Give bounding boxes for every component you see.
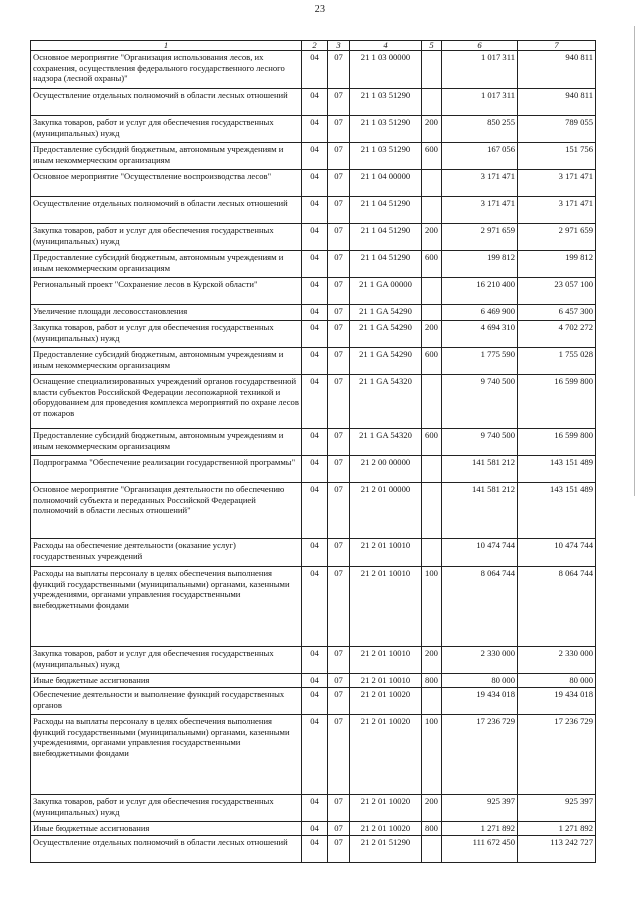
row-sum-year-2-cell: 8 064 744 <box>518 567 596 647</box>
row-name-cell: Закупка товаров, работ и услуг для обеспечения государственных (муниципальных) нужд <box>31 647 302 674</box>
table-body <box>31 51 596 863</box>
row-sum-year-2-cell: 143 151 489 <box>518 483 596 539</box>
row-sum-year-1-cell: 141 581 212 <box>442 483 518 539</box>
row-subsection-cell: 07 <box>328 348 350 375</box>
row-section-cell: 04 <box>302 197 328 224</box>
table-row <box>31 822 596 836</box>
row-section-cell: 04 <box>302 539 328 567</box>
row-section-cell: 04 <box>302 224 328 251</box>
row-target-article-cell: 21 1 03 51290 <box>350 143 422 170</box>
table-row <box>31 116 596 143</box>
row-subsection-cell: 07 <box>328 116 350 143</box>
table-row <box>31 836 596 863</box>
row-expense-type-cell: 200 <box>422 795 442 822</box>
row-subsection-cell: 07 <box>328 715 350 795</box>
row-target-article-cell: 21 1 04 00000 <box>350 170 422 197</box>
row-expense-type-cell <box>422 456 442 483</box>
row-name-cell: Закупка товаров, работ и услуг для обеспечения государственных (муниципальных) нужд <box>31 795 302 822</box>
row-subsection-cell: 07 <box>328 456 350 483</box>
table-row <box>31 688 596 715</box>
row-sum-year-1-cell: 16 210 400 <box>442 278 518 305</box>
row-expense-type-cell: 600 <box>422 429 442 456</box>
table-row <box>31 143 596 170</box>
row-sum-year-2-cell: 1 271 892 <box>518 822 596 836</box>
col-header-target-article: 4 <box>350 41 422 51</box>
row-expense-type-cell: 100 <box>422 567 442 647</box>
row-target-article-cell: 21 2 01 10020 <box>350 715 422 795</box>
scan-edge-line <box>634 26 638 496</box>
row-sum-year-1-cell: 9 740 500 <box>442 429 518 456</box>
row-sum-year-1-cell: 1 017 311 <box>442 51 518 89</box>
row-name-cell: Закупка товаров, работ и услуг для обеспечения государственных (муниципальных) нужд <box>31 321 302 348</box>
row-name-cell: Предоставление субсидий бюджетным, автономным учреждениям и иным некоммерческим организациям <box>31 348 302 375</box>
row-section-cell: 04 <box>302 429 328 456</box>
row-sum-year-1-cell: 8 064 744 <box>442 567 518 647</box>
row-name-cell: Расходы на выплаты персоналу в целях обеспечения выполнения функций государственными (муниципальными) органами, казенными учреждениями, органами управления государственными внебюджетными фондами <box>31 567 302 647</box>
row-target-article-cell: 21 1 03 51290 <box>350 116 422 143</box>
budget-table <box>30 40 596 863</box>
table-header-row <box>31 41 596 51</box>
row-sum-year-1-cell: 3 171 471 <box>442 197 518 224</box>
col-header-subsection: 3 <box>328 41 350 51</box>
table-row <box>31 456 596 483</box>
row-section-cell: 04 <box>302 305 328 321</box>
row-name-cell: Основное мероприятие "Организация деятельности по обеспечению полномочий субъекта и переданных Российской Федерацией полномочий в области лесных отношений" <box>31 483 302 539</box>
row-name-cell: Расходы на обеспечение деятельности (оказание услуг) государственных учреждений <box>31 539 302 567</box>
table-row <box>31 197 596 224</box>
row-name-cell: Предоставление субсидий бюджетным, автономным учреждениям и иным некоммерческим организациям <box>31 429 302 456</box>
row-sum-year-2-cell: 3 171 471 <box>518 170 596 197</box>
col-header-sum-year-1: 6 <box>442 41 518 51</box>
row-section-cell: 04 <box>302 456 328 483</box>
table-row <box>31 348 596 375</box>
row-expense-type-cell <box>422 483 442 539</box>
row-sum-year-1-cell: 17 236 729 <box>442 715 518 795</box>
row-subsection-cell: 07 <box>328 688 350 715</box>
row-expense-type-cell: 200 <box>422 224 442 251</box>
row-name-cell: Основное мероприятие "Осуществление воспроизводства лесов" <box>31 170 302 197</box>
table-row <box>31 224 596 251</box>
row-target-article-cell: 21 1 04 51290 <box>350 251 422 278</box>
row-sum-year-2-cell: 17 236 729 <box>518 715 596 795</box>
row-target-article-cell: 21 2 01 10010 <box>350 674 422 688</box>
row-section-cell: 04 <box>302 483 328 539</box>
row-sum-year-1-cell: 10 474 744 <box>442 539 518 567</box>
row-sum-year-1-cell: 6 469 900 <box>442 305 518 321</box>
table-row <box>31 375 596 429</box>
table-row <box>31 674 596 688</box>
row-section-cell: 04 <box>302 51 328 89</box>
row-sum-year-1-cell: 167 056 <box>442 143 518 170</box>
row-sum-year-2-cell: 151 756 <box>518 143 596 170</box>
row-name-cell: Иные бюджетные ассигнования <box>31 822 302 836</box>
row-name-cell: Основное мероприятие "Организация использования лесов, их сохранения, осуществления федерального государственного лесного надзора (лесной охраны)" <box>31 51 302 89</box>
row-sum-year-1-cell: 1 271 892 <box>442 822 518 836</box>
row-target-article-cell: 21 2 01 10010 <box>350 539 422 567</box>
row-sum-year-1-cell: 19 434 018 <box>442 688 518 715</box>
row-target-article-cell: 21 1 GA 54290 <box>350 321 422 348</box>
table-row <box>31 795 596 822</box>
row-sum-year-2-cell: 19 434 018 <box>518 688 596 715</box>
row-section-cell: 04 <box>302 278 328 305</box>
row-sum-year-2-cell: 80 000 <box>518 674 596 688</box>
table-row <box>31 647 596 674</box>
row-section-cell: 04 <box>302 567 328 647</box>
row-sum-year-1-cell: 111 672 450 <box>442 836 518 863</box>
row-section-cell: 04 <box>302 822 328 836</box>
row-name-cell: Подпрограмма "Обеспечение реализации государственной программы" <box>31 456 302 483</box>
row-subsection-cell: 07 <box>328 143 350 170</box>
row-name-cell: Региональный проект "Сохранение лесов в Курской области" <box>31 278 302 305</box>
row-sum-year-1-cell: 925 397 <box>442 795 518 822</box>
row-name-cell: Осуществление отдельных полномочий в области лесных отношений <box>31 836 302 863</box>
row-sum-year-1-cell: 2 330 000 <box>442 647 518 674</box>
table-row <box>31 251 596 278</box>
row-target-article-cell: 21 2 01 10010 <box>350 567 422 647</box>
row-target-article-cell: 21 1 04 51290 <box>350 197 422 224</box>
row-section-cell: 04 <box>302 116 328 143</box>
row-subsection-cell: 07 <box>328 197 350 224</box>
row-sum-year-2-cell: 16 599 800 <box>518 429 596 456</box>
row-sum-year-1-cell: 4 694 310 <box>442 321 518 348</box>
row-expense-type-cell <box>422 305 442 321</box>
row-name-cell: Обеспечение деятельности и выполнение функций государственных органов <box>31 688 302 715</box>
row-sum-year-1-cell: 3 171 471 <box>442 170 518 197</box>
row-subsection-cell: 07 <box>328 321 350 348</box>
row-target-article-cell: 21 2 01 10020 <box>350 688 422 715</box>
row-sum-year-1-cell: 9 740 500 <box>442 375 518 429</box>
table-row <box>31 483 596 539</box>
col-header-expense-type: 5 <box>422 41 442 51</box>
row-section-cell: 04 <box>302 348 328 375</box>
row-target-article-cell: 21 1 03 51290 <box>350 89 422 116</box>
table-row <box>31 51 596 89</box>
row-subsection-cell: 07 <box>328 375 350 429</box>
row-expense-type-cell: 600 <box>422 143 442 170</box>
row-subsection-cell: 07 <box>328 51 350 89</box>
row-name-cell: Предоставление субсидий бюджетным, автономным учреждениям и иным некоммерческим организациям <box>31 251 302 278</box>
row-expense-type-cell: 800 <box>422 674 442 688</box>
row-subsection-cell: 07 <box>328 647 350 674</box>
row-sum-year-1-cell: 199 812 <box>442 251 518 278</box>
row-sum-year-1-cell: 80 000 <box>442 674 518 688</box>
row-sum-year-2-cell: 2 971 659 <box>518 224 596 251</box>
row-target-article-cell: 21 2 00 00000 <box>350 456 422 483</box>
row-sum-year-1-cell: 2 971 659 <box>442 224 518 251</box>
row-subsection-cell: 07 <box>328 278 350 305</box>
row-subsection-cell: 07 <box>328 539 350 567</box>
row-section-cell: 04 <box>302 688 328 715</box>
row-expense-type-cell: 600 <box>422 251 442 278</box>
row-subsection-cell: 07 <box>328 305 350 321</box>
row-subsection-cell: 07 <box>328 251 350 278</box>
row-name-cell: Закупка товаров, работ и услуг для обеспечения государственных (муниципальных) нужд <box>31 116 302 143</box>
row-expense-type-cell <box>422 688 442 715</box>
row-expense-type-cell: 600 <box>422 348 442 375</box>
row-sum-year-2-cell: 23 057 100 <box>518 278 596 305</box>
row-section-cell: 04 <box>302 170 328 197</box>
row-target-article-cell: 21 2 01 00000 <box>350 483 422 539</box>
row-subsection-cell: 07 <box>328 89 350 116</box>
row-target-article-cell: 21 2 01 10010 <box>350 647 422 674</box>
row-name-cell: Расходы на выплаты персоналу в целях обеспечения выполнения функций государственными (муниципальными) органами, казенными учреждениями, органами управления государственными внебюджетными фондами <box>31 715 302 795</box>
table-row <box>31 89 596 116</box>
row-section-cell: 04 <box>302 674 328 688</box>
table-row <box>31 539 596 567</box>
row-sum-year-1-cell: 1 775 590 <box>442 348 518 375</box>
row-name-cell: Осуществление отдельных полномочий в области лесных отношений <box>31 89 302 116</box>
row-sum-year-1-cell: 141 581 212 <box>442 456 518 483</box>
row-sum-year-1-cell: 1 017 311 <box>442 89 518 116</box>
row-subsection-cell: 07 <box>328 483 350 539</box>
table-row <box>31 715 596 795</box>
row-sum-year-2-cell: 789 055 <box>518 116 596 143</box>
row-sum-year-1-cell: 850 255 <box>442 116 518 143</box>
row-expense-type-cell <box>422 375 442 429</box>
col-header-name: 1 <box>31 41 302 51</box>
row-section-cell: 04 <box>302 321 328 348</box>
row-sum-year-2-cell: 925 397 <box>518 795 596 822</box>
row-section-cell: 04 <box>302 795 328 822</box>
row-section-cell: 04 <box>302 89 328 116</box>
row-expense-type-cell <box>422 278 442 305</box>
row-target-article-cell: 21 2 01 10020 <box>350 795 422 822</box>
row-expense-type-cell: 200 <box>422 321 442 348</box>
table-row <box>31 321 596 348</box>
row-expense-type-cell: 800 <box>422 822 442 836</box>
row-sum-year-2-cell: 3 171 471 <box>518 197 596 224</box>
row-sum-year-2-cell: 940 811 <box>518 89 596 116</box>
row-target-article-cell: 21 2 01 10020 <box>350 822 422 836</box>
row-name-cell: Увеличение площади лесовосстановления <box>31 305 302 321</box>
row-section-cell: 04 <box>302 251 328 278</box>
row-subsection-cell: 07 <box>328 429 350 456</box>
row-subsection-cell: 07 <box>328 822 350 836</box>
row-sum-year-2-cell: 143 151 489 <box>518 456 596 483</box>
row-target-article-cell: 21 1 GA 54320 <box>350 429 422 456</box>
row-sum-year-2-cell: 4 702 272 <box>518 321 596 348</box>
row-sum-year-2-cell: 6 457 300 <box>518 305 596 321</box>
row-target-article-cell: 21 1 GA 00000 <box>350 278 422 305</box>
row-expense-type-cell <box>422 51 442 89</box>
row-expense-type-cell <box>422 836 442 863</box>
table-row <box>31 429 596 456</box>
col-header-section: 2 <box>302 41 328 51</box>
row-subsection-cell: 07 <box>328 567 350 647</box>
row-name-cell: Осуществление отдельных полномочий в области лесных отношений <box>31 197 302 224</box>
row-sum-year-2-cell: 199 812 <box>518 251 596 278</box>
table-row <box>31 567 596 647</box>
row-name-cell: Закупка товаров, работ и услуг для обеспечения государственных (муниципальных) нужд <box>31 224 302 251</box>
row-section-cell: 04 <box>302 647 328 674</box>
row-target-article-cell: 21 1 GA 54320 <box>350 375 422 429</box>
row-name-cell: Оснащение специализированных учреждений органов государственной власти субъектов Российской Федерации лесопожарной техникой и оборудованием для проведения комплекса мероприятий по охране лесов от пожаров <box>31 375 302 429</box>
row-sum-year-2-cell: 2 330 000 <box>518 647 596 674</box>
row-subsection-cell: 07 <box>328 224 350 251</box>
row-subsection-cell: 07 <box>328 170 350 197</box>
row-target-article-cell: 21 2 01 51290 <box>350 836 422 863</box>
row-section-cell: 04 <box>302 836 328 863</box>
row-expense-type-cell <box>422 539 442 567</box>
row-subsection-cell: 07 <box>328 836 350 863</box>
row-target-article-cell: 21 1 GA 54290 <box>350 348 422 375</box>
table-row <box>31 305 596 321</box>
row-expense-type-cell: 100 <box>422 715 442 795</box>
row-sum-year-2-cell: 940 811 <box>518 51 596 89</box>
row-expense-type-cell: 200 <box>422 647 442 674</box>
row-name-cell: Предоставление субсидий бюджетным, автономным учреждениям и иным некоммерческим организациям <box>31 143 302 170</box>
row-sum-year-2-cell: 1 755 028 <box>518 348 596 375</box>
row-subsection-cell: 07 <box>328 674 350 688</box>
table-row <box>31 170 596 197</box>
row-subsection-cell: 07 <box>328 795 350 822</box>
table-row <box>31 278 596 305</box>
col-header-sum-year-2: 7 <box>518 41 596 51</box>
row-sum-year-2-cell: 10 474 744 <box>518 539 596 567</box>
row-target-article-cell: 21 1 04 51290 <box>350 224 422 251</box>
row-expense-type-cell: 200 <box>422 116 442 143</box>
row-expense-type-cell <box>422 89 442 116</box>
row-target-article-cell: 21 1 GA 54290 <box>350 305 422 321</box>
row-section-cell: 04 <box>302 143 328 170</box>
row-expense-type-cell <box>422 197 442 224</box>
row-sum-year-2-cell: 16 599 800 <box>518 375 596 429</box>
row-section-cell: 04 <box>302 715 328 795</box>
row-sum-year-2-cell: 113 242 727 <box>518 836 596 863</box>
row-name-cell: Иные бюджетные ассигнования <box>31 674 302 688</box>
row-target-article-cell: 21 1 03 00000 <box>350 51 422 89</box>
row-expense-type-cell <box>422 170 442 197</box>
row-section-cell: 04 <box>302 375 328 429</box>
page-number: 23 <box>314 4 326 15</box>
